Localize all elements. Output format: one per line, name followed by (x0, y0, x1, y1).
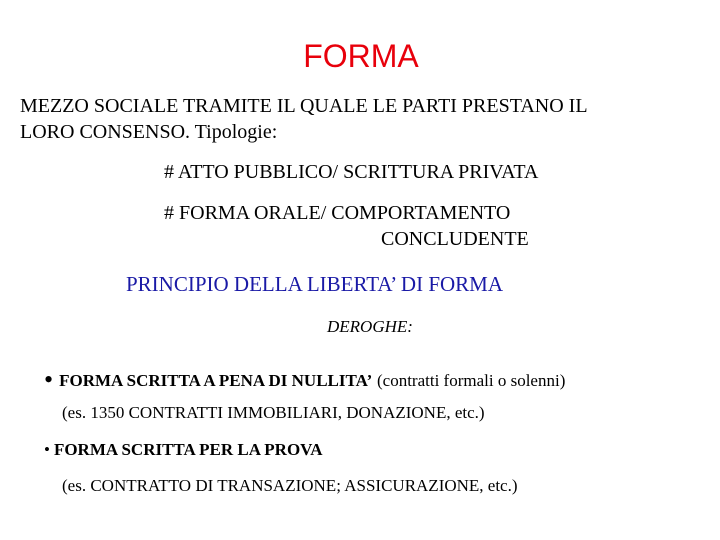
bullet-item-written-proof (44, 440, 323, 460)
bullet-heading: FORMA SCRITTA PER LA PROVA (53, 440, 323, 459)
intro-text (20, 93, 700, 145)
slide-title (0, 38, 720, 75)
bullet-note: (contratti formali o solenni) (377, 371, 566, 390)
slide-title-text: FORMA (303, 38, 419, 74)
exceptions-label: DEROGHE: (327, 317, 413, 336)
bullet-point: • (44, 440, 50, 459)
intro-line-1: MEZZO SOCIALE TRAMITE IL QUALE LE PARTI PRESTANO IL (20, 95, 588, 117)
bullet-point: • (44, 365, 54, 394)
type-item-oral-form-continued: CONCLUDENTE (381, 228, 529, 250)
type-item-public-act: # ATTO PUBBLICO/ SCRITTURA PRIVATA (164, 161, 539, 183)
intro-line-2: LORO CONSENSO. Tipologie: (20, 121, 278, 143)
principle-heading: PRINCIPIO DELLA LIBERTA’ DI FORMA (126, 272, 504, 296)
bullet-example-1: (es. 1350 CONTRATTI IMMOBILIARI, DONAZIONE, etc.) (62, 403, 485, 422)
bullet-item-written-nullity (44, 363, 565, 393)
type-item-oral-form: # FORMA ORALE/ COMPORTAMENTO (164, 202, 511, 224)
bullet-example-2: (es. CONTRATTO DI TRANSAZIONE; ASSICURAZIONE, etc.) (62, 476, 518, 495)
bullet-heading: FORMA SCRITTA A PENA DI NULLITA’ (59, 371, 373, 390)
